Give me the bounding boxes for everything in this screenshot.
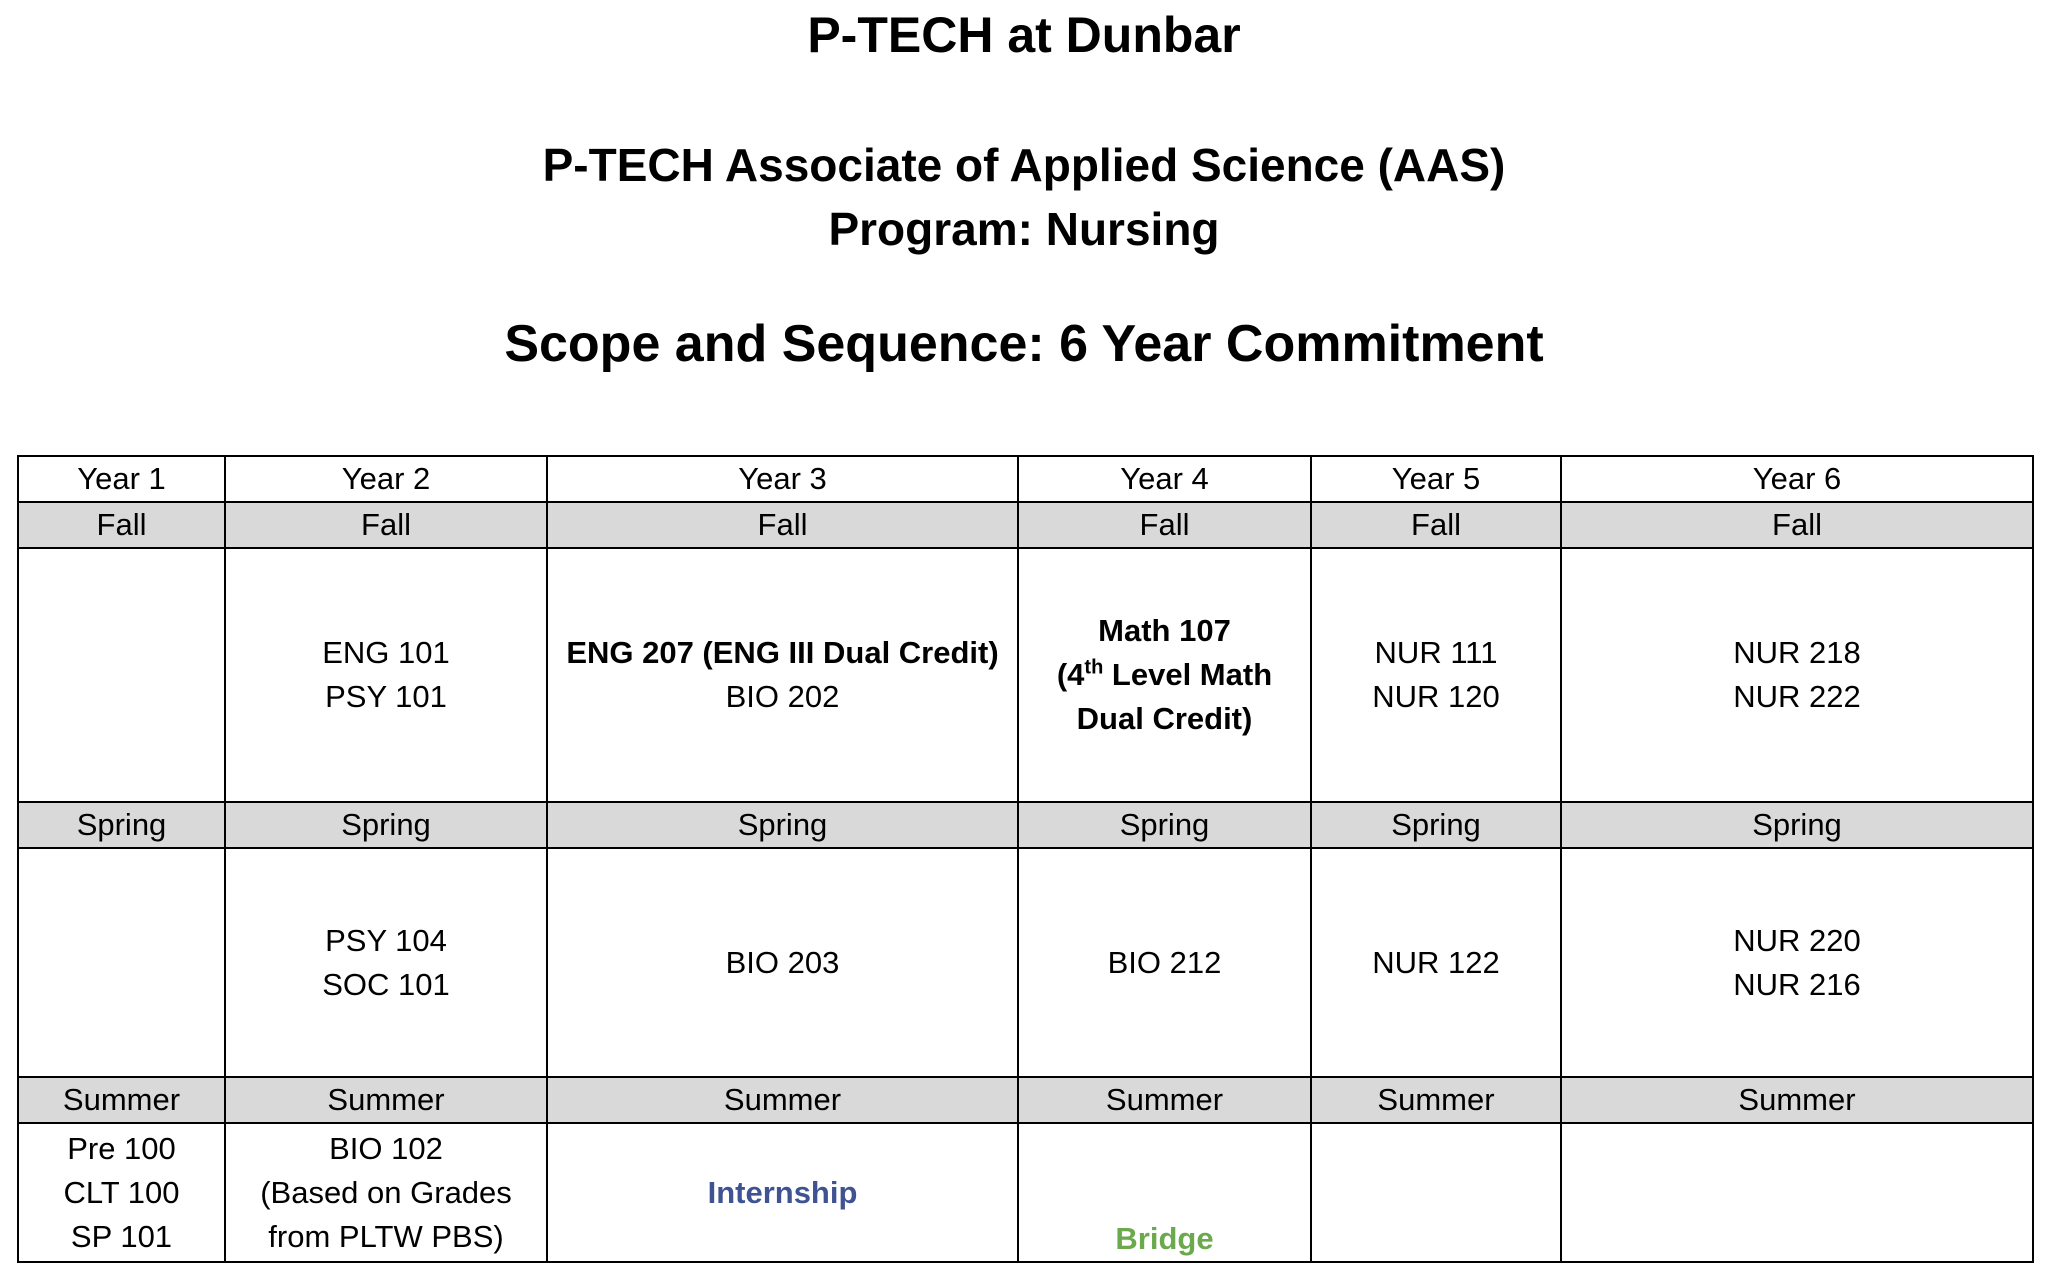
course-note: (4th Level Math xyxy=(1056,656,1273,692)
course: NUR 120 xyxy=(1372,679,1500,714)
spring-header-row xyxy=(18,802,2033,848)
fall-year3-cell xyxy=(547,548,1018,802)
course: BIO 212 xyxy=(1107,944,1222,980)
bridge-label: Bridge xyxy=(1115,1221,1214,1256)
spring-year1-cell xyxy=(18,848,225,1077)
summer-label: Summer xyxy=(225,1077,547,1123)
degree-title: P-TECH Associate of Applied Science (AAS) xyxy=(542,139,1506,191)
fall-year1-cell xyxy=(18,548,225,802)
summer-year3-cell xyxy=(547,1123,1018,1262)
scope-title: Scope and Sequence: 6 Year Commitment xyxy=(504,315,1544,373)
course: BIO 203 xyxy=(725,944,840,980)
spring-year4-cell xyxy=(1018,848,1311,1077)
summer-courses-row xyxy=(18,1123,2033,1262)
spring-year5-cell xyxy=(1311,848,1561,1077)
course: PSY 101 xyxy=(325,679,447,714)
spring-year3-cell xyxy=(547,848,1018,1077)
course-note: from PLTW PBS) xyxy=(268,1218,504,1254)
fall-year6-cell xyxy=(1561,548,2033,802)
course: NUR 216 xyxy=(1733,966,1861,1002)
course: NUR 122 xyxy=(1372,944,1500,980)
fall-label: Fall xyxy=(547,502,1018,548)
course: BIO 102 xyxy=(329,1130,443,1166)
summer-year2-cell xyxy=(225,1123,547,1262)
summer-year6-cell xyxy=(1561,1123,2033,1262)
spring-label: Spring xyxy=(547,802,1018,848)
course: BIO 202 xyxy=(725,679,840,714)
fall-label: Fall xyxy=(1311,502,1561,548)
course: CLT 100 xyxy=(63,1174,180,1210)
course-note: Dual Credit) xyxy=(1076,701,1253,736)
spring-courses-row xyxy=(18,848,2033,1077)
course: PSY 104 xyxy=(325,922,447,958)
fall-header-row xyxy=(18,502,2033,548)
course: NUR 218 xyxy=(1733,635,1861,670)
summer-label: Summer xyxy=(18,1077,225,1123)
school-title: P-TECH at Dunbar xyxy=(807,7,1241,63)
fall-label: Fall xyxy=(225,502,547,548)
fall-courses-row xyxy=(18,548,2033,802)
course: SP 101 xyxy=(70,1218,173,1254)
fall-year2-cell xyxy=(225,548,547,802)
course-sequence-table xyxy=(17,455,2034,1263)
year-header: Year 5 xyxy=(1311,456,1561,502)
year-header: Year 3 xyxy=(547,456,1018,502)
internship-label: Internship xyxy=(707,1174,858,1210)
year-header: Year 6 xyxy=(1561,456,2033,502)
summer-label: Summer xyxy=(1311,1077,1561,1123)
summer-label: Summer xyxy=(1018,1077,1311,1123)
summer-header-row xyxy=(18,1077,2033,1123)
course: Math 107 xyxy=(1098,613,1231,648)
spring-label: Spring xyxy=(18,802,225,848)
spring-year6-cell xyxy=(1561,848,2033,1077)
course: ENG 101 xyxy=(322,635,450,670)
year-header: Year 1 xyxy=(18,456,225,502)
course: NUR 222 xyxy=(1733,679,1861,714)
year-header: Year 4 xyxy=(1018,456,1311,502)
course: ENG 207 (ENG III Dual Credit) xyxy=(566,635,999,670)
fall-year4-cell xyxy=(1018,548,1311,802)
fall-year5-cell xyxy=(1311,548,1561,802)
course: NUR 111 xyxy=(1374,635,1498,670)
course: NUR 220 xyxy=(1733,922,1861,958)
summer-label: Summer xyxy=(1561,1077,2033,1123)
spring-label: Spring xyxy=(225,802,547,848)
course: SOC 101 xyxy=(322,966,450,1002)
spring-label: Spring xyxy=(1018,802,1311,848)
year-header-row xyxy=(18,456,2033,502)
fall-label: Fall xyxy=(1561,502,2033,548)
spring-label: Spring xyxy=(1561,802,2033,848)
summer-year5-cell xyxy=(1311,1123,1561,1262)
spring-label: Spring xyxy=(1311,802,1561,848)
course-note: (Based on Grades xyxy=(260,1174,512,1210)
spring-year2-cell xyxy=(225,848,547,1077)
fall-label: Fall xyxy=(1018,502,1311,548)
summer-label: Summer xyxy=(547,1077,1018,1123)
summer-year1-cell xyxy=(18,1123,225,1262)
course: Pre 100 xyxy=(67,1130,176,1166)
fall-label: Fall xyxy=(18,502,225,548)
year-header: Year 2 xyxy=(225,456,547,502)
summer-year4-cell xyxy=(1018,1123,1311,1262)
program-title: Program: Nursing xyxy=(828,203,1220,255)
